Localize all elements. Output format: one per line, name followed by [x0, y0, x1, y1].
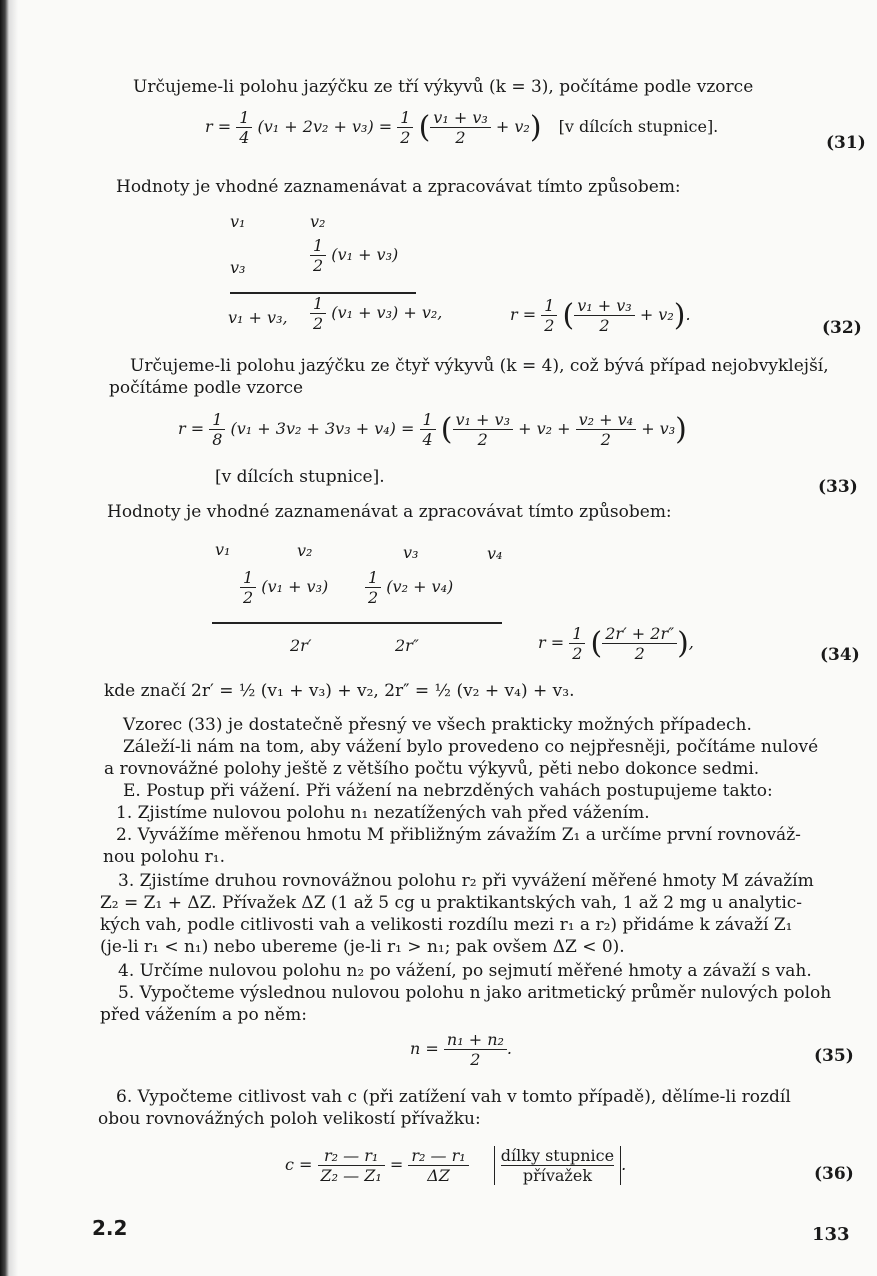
table-cell: 2r″ — [395, 636, 419, 655]
text-line: Vzorec (33) je dostatečně přesný ve všech prakticky možných případech. — [123, 715, 752, 735]
text-line: obou rovnovážných poloh velikostí přívažku: — [98, 1109, 481, 1129]
text-line: Určujeme-li polohu jazýčku ze čtyř výkyvů (k = 4), což bývá případ nejobvyklejší, — [130, 356, 829, 376]
text-line: a rovnovážné polohy ještě z většího počtu výkyvů, pěti nebo dokonce sedmi. — [104, 759, 760, 779]
equation-number: (34) — [820, 645, 860, 665]
table-cell: $\frac{1}{2}$ (v₁ + v₃) — [310, 236, 398, 275]
equation-number: (33) — [818, 477, 858, 497]
text-line: [v dílcích stupnice]. — [215, 467, 385, 487]
text-line: E. Postup při vážení. Při vážení na nebrzděných vahách postupujeme takto: — [123, 781, 773, 801]
equation-number: (31) — [826, 133, 866, 153]
table-cell: v₁ + v₃, — [228, 308, 288, 327]
equation-32: r = $\frac{1}{2}$ ( $\frac{\text{v₁ + v₃}}{2}$ + v₂). — [510, 296, 691, 335]
equation-34: r = $\frac{1}{2}$ ( $\frac{2r' + 2r''}{2}$ ), — [538, 624, 694, 663]
table-cell: $\frac{1}{2}$ (v₁ + v₃) — [240, 568, 328, 607]
equation-31: r = $\frac{1}{4}$ (v₁ + 2v₂ + v₃) = $\frac{1}{2}$ ( $\frac{\text{v₁ + v₃}}{2}$ + v₂) [v dílcích stupnice]. — [205, 108, 719, 147]
text-line: 3. Zjistíme druhou rovnovážnou polohu r₂ při vyvážení měřené hmoty M závažím — [118, 871, 814, 891]
text-line: 2. Vyvážíme měřenou hmotu M přibližným závažím Z₁ a určíme první rovnováž- — [116, 825, 801, 845]
equation-number: (36) — [814, 1164, 854, 1184]
text-line: (je-li r₁ < n₁) nebo ubereme (je-li r₁ > n₁; pak ovšem ΔZ < 0). — [100, 937, 625, 957]
table-cell: v₂ — [297, 541, 313, 560]
text-line: Určujeme-li polohu jazýčku ze tří výkyvů (k = 3), počítáme podle vzorce — [133, 77, 754, 97]
equation-33: r = $\frac{1}{8}$ (v₁ + 3v₂ + 3v₃ + v₄) = $\frac{1}{4}$ ( $\frac{\text{v₁ + v₃}}{2}$ + v₂ + $\frac{\text{v₂ + v₄}}{2}$ + v₃) — [178, 410, 687, 449]
table-cell: v₁ — [230, 212, 246, 231]
table-rule — [212, 622, 502, 624]
table-cell: $\frac{1}{2}$ (v₂ + v₄) — [365, 568, 453, 607]
section-marker: 2.2 — [92, 1216, 128, 1240]
table-cell: v₃ — [230, 258, 246, 277]
text-line: 5. Vypočteme výslednou nulovou polohu n jako aritmetický průměr nulových poloh — [118, 983, 832, 1003]
page-spine-shadow — [0, 0, 18, 1276]
table-cell: v₁ — [215, 540, 231, 559]
table-cell: $\frac{1}{2}$ (v₁ + v₃) + v₂, — [310, 294, 442, 333]
table-cell: v₃ — [403, 543, 419, 562]
text-line: před vážením a po něm: — [100, 1005, 307, 1025]
text-line: 4. Určíme nulovou polohu n₂ po vážení, po sejmutí měřené hmoty a závaží s vah. — [118, 961, 812, 981]
table-cell: 2r′ — [290, 636, 312, 655]
equation-35: n = $\frac{\text{n₁ + n₂}}{2}$ . — [410, 1030, 512, 1069]
text-line: kde značí 2r′ = ½ (v₁ + v₃) + v₂, 2r″ = ½ (v₂ + v₄) + v₃. — [104, 681, 575, 701]
text-line: nou polohu r₁. — [103, 847, 225, 867]
text-line: Hodnoty je vhodné zaznamenávat a zpracovávat tímto způsobem: — [116, 177, 681, 197]
text-line: 6. Vypočteme citlivost vah c (při zatížení vah v tomto případě), dělíme-li rozdíl — [116, 1087, 791, 1107]
table-cell: v₄ — [487, 544, 503, 563]
text-line: Z₂ = Z₁ + ΔZ. Přívažek ΔZ (1 až 5 cg u praktikantských vah, 1 až 2 mg u analytic- — [100, 893, 803, 913]
equation-number: (32) — [822, 318, 862, 338]
text-line: Záleží-li nám na tom, aby vážení bylo provedeno co nejpřesněji, počítáme nulové — [123, 737, 819, 757]
text-line: počítáme podle vzorce — [109, 378, 304, 398]
text-line: 1. Zjistíme nulovou polohu n₁ nezatížených vah před vážením. — [116, 803, 650, 823]
equation-number: (35) — [814, 1046, 854, 1066]
page-number: 133 — [812, 1224, 850, 1245]
text-line: Hodnoty je vhodné zaznamenávat a zpracovávat tímto způsobem: — [107, 502, 672, 522]
equation-36: c = $\frac{\text{r₂ — r₁}}{\text{Z₂ — Z₁}}$ = $\frac{\text{r₂ — r₁}}{\Delta Z}$ dílky stupnice přívažek . — [285, 1146, 627, 1185]
table-cell: v₂ — [310, 212, 326, 231]
text-line: kých vah, podle citlivosti vah a velikosti rozdílu mezi r₁ a r₂) přidáme k závaží Z₁ — [100, 915, 793, 935]
